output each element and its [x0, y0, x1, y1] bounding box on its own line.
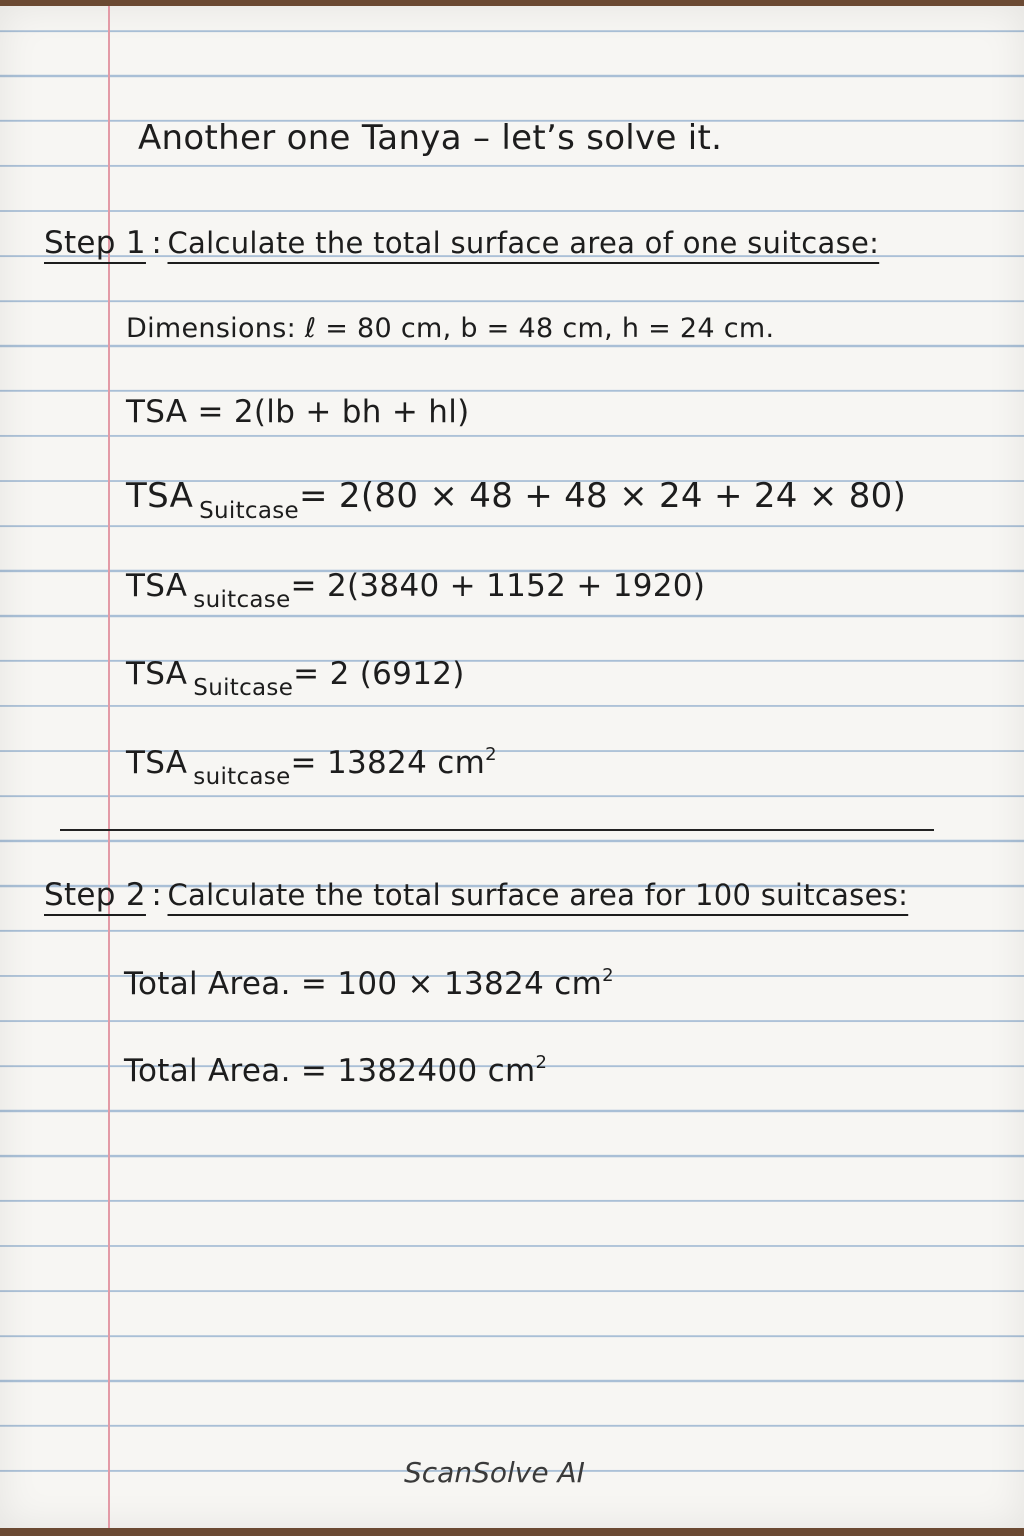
tsa-line-2	[126, 568, 705, 613]
tsa-rhs: = 13824 cm	[290, 745, 486, 781]
tsa-rhs: = 2(3840 + 1152 + 1920)	[290, 568, 706, 604]
tsa-rhs: = 2 (6912)	[293, 656, 465, 692]
tsa-subscript: suitcase	[193, 764, 291, 790]
tsa-lhs: TSA	[126, 656, 188, 692]
superscript-squared: 2	[535, 1052, 548, 1073]
tsa-subscript: Suitcase	[193, 675, 294, 701]
total-area-text: Total Area. = 100 × 13824 cm	[124, 966, 603, 1002]
total-area-line-2	[124, 1052, 547, 1089]
step2-colon: :	[151, 877, 163, 913]
step1-colon: :	[151, 225, 163, 261]
tsa-line-1	[126, 476, 906, 524]
step1-label: Step 1	[44, 225, 146, 261]
step2-label: Step 2	[44, 877, 146, 913]
tsa-lhs: TSA	[126, 745, 188, 781]
tsa-subscript: Suitcase	[199, 498, 299, 524]
dimensions-line: Dimensions: ℓ = 80 cm, b = 48 cm, h = 24 cm.	[126, 313, 775, 344]
tsa-line-3	[126, 656, 465, 701]
section-divider	[60, 829, 934, 831]
total-area-line-1	[124, 965, 614, 1002]
tsa-line-4	[126, 744, 497, 790]
notebook-page	[0, 6, 1024, 1528]
step2-heading	[44, 877, 908, 913]
tsa-lhs: TSA	[126, 476, 194, 516]
step1-description: Calculate the total surface area of one suitcase:	[167, 226, 880, 260]
superscript-squared: 2	[602, 965, 614, 986]
tsa-rhs: = 2(80 × 48 + 48 × 24 + 24 × 80)	[299, 476, 907, 516]
page-title: Another one Tanya – let’s solve it.	[138, 118, 723, 158]
step1-heading	[44, 225, 879, 261]
superscript-squared: 2	[485, 744, 497, 765]
step2-description: Calculate the total surface area for 100 suitcases:	[167, 878, 909, 912]
tsa-subscript: suitcase	[193, 587, 291, 613]
footer-brand: ScanSolve AI	[404, 1456, 585, 1489]
total-area-text: Total Area. = 1382400 cm	[124, 1053, 536, 1089]
tsa-lhs: TSA	[126, 568, 188, 604]
tsa-formula: TSA = 2(lb + bh + hl)	[126, 394, 470, 430]
